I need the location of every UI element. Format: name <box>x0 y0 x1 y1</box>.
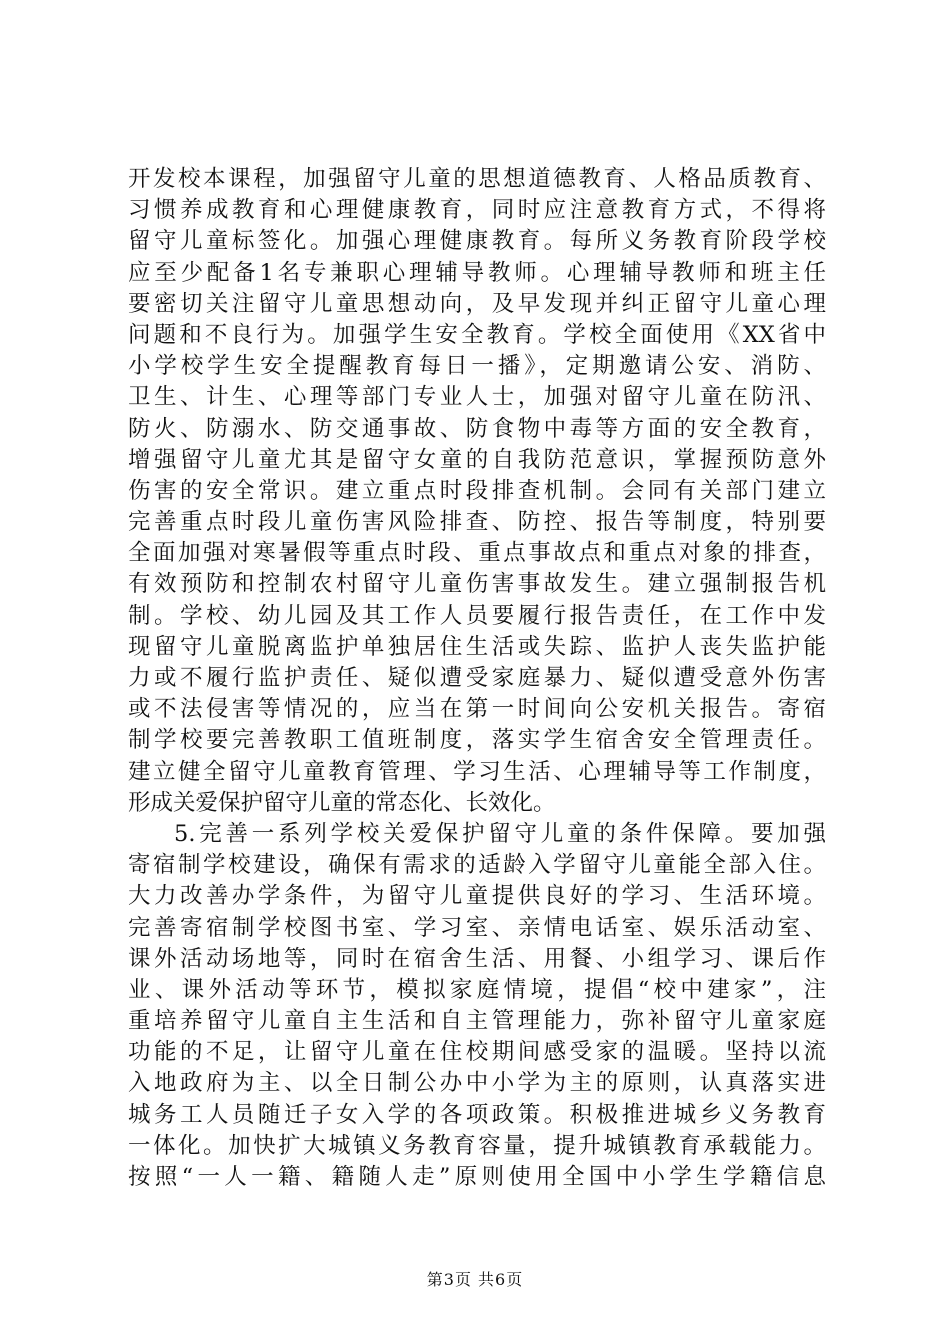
text-line: 现留守儿童脱离监护单独居住生活或失踪、监护人丧失监护能 <box>128 633 826 660</box>
text-line: 按照“一人一籍、籍随人走”原则使用全国中小学生学籍信息 <box>128 1164 826 1190</box>
text-line: 完善重点时段儿童伤害风险排查、防控、报告等制度，特别要 <box>128 509 826 536</box>
text-line: 力或不履行监护责任、疑似遭受家庭暴力、疑似遭受意外伤害 <box>128 665 826 691</box>
text-line: 功能的不足，让留守儿童在住校期间感受家的温暖。坚持以流 <box>128 1039 826 1066</box>
text-line: 小学校学生安全提醒教育每日一播》，定期邀请公安、消防、 <box>128 353 826 380</box>
text-line: 入地政府为主、以全日制公办中小学为主的原则，认真落实进 <box>128 1070 826 1097</box>
text-line: 开发校本课程，加强留守儿童的思想道德教育、人格品质教育、 <box>128 166 826 192</box>
text-line: 业、课外活动等环节，模拟家庭情境，提倡“校中建家”，注 <box>128 976 826 1003</box>
text-line: 伤害的安全常识。建立重点时段排查机制。会同有关部门建立 <box>128 477 826 504</box>
text-line: 增强留守儿童尤其是留守女童的自我防范意识，掌握预防意外 <box>128 446 826 473</box>
text-line: 卫生、计生、心理等部门专业人士，加强对留守儿童在防汛、 <box>128 384 826 411</box>
section-heading-line: 5.完善一系列学校关爱保护留守儿童的条件保障。要加强 <box>174 820 826 847</box>
text-line: 或不法侵害等情况的，应当在第一时间向公安机关报告。寄宿 <box>128 696 826 723</box>
text-line: 城务工人员随迁子女入学的各项政策。积极推进城乡义务教育 <box>128 1101 826 1128</box>
text-line: 课外活动场地等，同时在宿舍生活、用餐、小组学习、课后作 <box>128 945 826 972</box>
text-line: 重培养留守儿童自主生活和自主管理能力，弥补留守儿童家庭 <box>128 1008 826 1035</box>
text-line: 应至少配备1名专兼职心理辅导教师。心理辅导教师和班主任 <box>128 259 826 286</box>
paragraph-end-line: 形成关爱保护留守儿童的常态化、长效化。 <box>128 789 556 816</box>
text-line: 习惯养成教育和心理健康教育，同时应注意教育方式，不得将 <box>128 197 826 224</box>
page-number-footer: 第3页 共6页 <box>426 1270 524 1289</box>
text-line: 制学校要完善教职工值班制度，落实学生宿舍安全管理责任。 <box>128 727 826 754</box>
text-line: 大力改善办学条件，为留守儿童提供良好的学习、生活环境。 <box>128 883 826 910</box>
text-line: 留守儿童标签化。加强心理健康教育。每所义务教育阶段学校 <box>128 228 826 255</box>
text-line: 全面加强对寒暑假等重点时段、重点事故点和重点对象的排查， <box>128 540 826 567</box>
text-line: 防火、防溺水、防交通事故、防食物中毒等方面的安全教育， <box>128 415 826 442</box>
text-line: 建立健全留守儿童教育管理、学习生活、心理辅导等工作制度， <box>128 758 826 785</box>
text-line: 寄宿制学校建设，确保有需求的适龄入学留守儿童能全部入住。 <box>128 852 826 879</box>
text-line: 制。学校、幼儿园及其工作人员要履行报告责任，在工作中发 <box>128 602 826 629</box>
text-line: 完善寄宿制学校图书室、学习室、亲情电话室、娱乐活动室、 <box>128 914 826 941</box>
text-line: 一体化。加快扩大城镇义务教育容量，提升城镇教育承载能力。 <box>128 1132 826 1159</box>
text-line: 要密切关注留守儿童思想动向，及早发现并纠正留守儿童心理 <box>128 290 826 317</box>
text-line: 问题和不良行为。加强学生安全教育。学校全面使用《XX省中 <box>128 321 826 348</box>
document-body <box>128 164 826 1193</box>
text-line: 有效预防和控制农村留守儿童伤害事故发生。建立强制报告机 <box>128 571 826 598</box>
